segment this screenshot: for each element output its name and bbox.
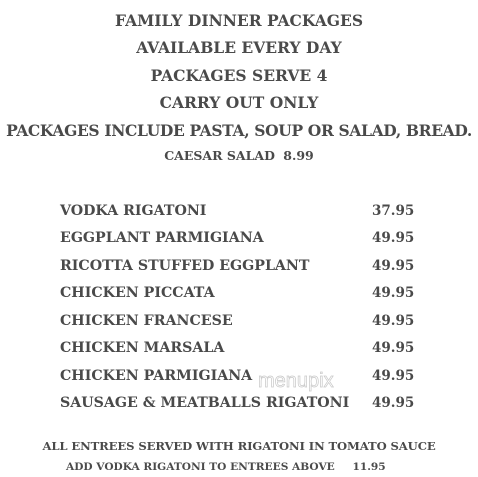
header-title: FAMILY DINNER PACKAGES — [114, 11, 364, 30]
menu-item — [60, 282, 420, 304]
menu-item-name: EGGPLANT PARMIGIANA — [60, 230, 264, 246]
menu-item-price: 49.95 — [372, 340, 415, 356]
menu-item — [60, 392, 420, 414]
menu-item-price: 37.95 — [372, 203, 415, 219]
footer-entrees-note: ALL ENTREES SERVED WITH RIGATONI IN TOMATO SAUCE — [42, 439, 436, 453]
caesar-salad-name: CAESAR SALAD — [164, 148, 275, 163]
menu-item-price: 49.95 — [372, 258, 415, 274]
menu-item — [60, 337, 420, 359]
menu-item-name: CHICKEN PARMIGIANA — [60, 368, 253, 384]
caesar-salad-price: 8.99 — [283, 148, 314, 163]
header-serving-size: PACKAGES SERVE 4 — [150, 66, 328, 85]
footer-add-on-price: 11.95 — [352, 461, 386, 473]
menu-item — [60, 310, 420, 332]
menu-item-name: SAUSAGE & MEATBALLS RIGATONI — [60, 395, 350, 411]
footer-add-on-line — [66, 459, 386, 475]
menu-item-price: 49.95 — [372, 230, 415, 246]
caesar-salad-line — [0, 147, 478, 165]
menu-item — [60, 200, 420, 222]
menu-item — [60, 227, 420, 249]
menu-item-name: VODKA RIGATONI — [60, 203, 207, 219]
menu-item-price: 49.95 — [372, 313, 415, 329]
footer-add-on-text: ADD VODKA RIGATONI TO ENTREES ABOVE — [66, 461, 335, 473]
menu-item-name: CHICKEN FRANCESE — [60, 313, 233, 329]
watermark-text: menupix — [258, 370, 334, 392]
menu-item-name: CHICKEN MARSALA — [60, 340, 225, 356]
header-availability: AVAILABLE EVERY DAY — [136, 38, 342, 57]
menu-item — [60, 255, 420, 277]
menu-item-name: RICOTTA STUFFED EGGPLANT — [60, 258, 310, 274]
menu-item-price: 49.95 — [372, 395, 415, 411]
header-includes: PACKAGES INCLUDE PASTA, SOUP OR SALAD, BREAD. — [6, 121, 472, 140]
menu-item-name: CHICKEN PICCATA — [60, 285, 215, 301]
header-carry-out: CARRY OUT ONLY — [159, 93, 319, 112]
menu-item-price: 49.95 — [372, 368, 415, 384]
menu-item-price: 49.95 — [372, 285, 415, 301]
menu-item — [60, 365, 420, 387]
